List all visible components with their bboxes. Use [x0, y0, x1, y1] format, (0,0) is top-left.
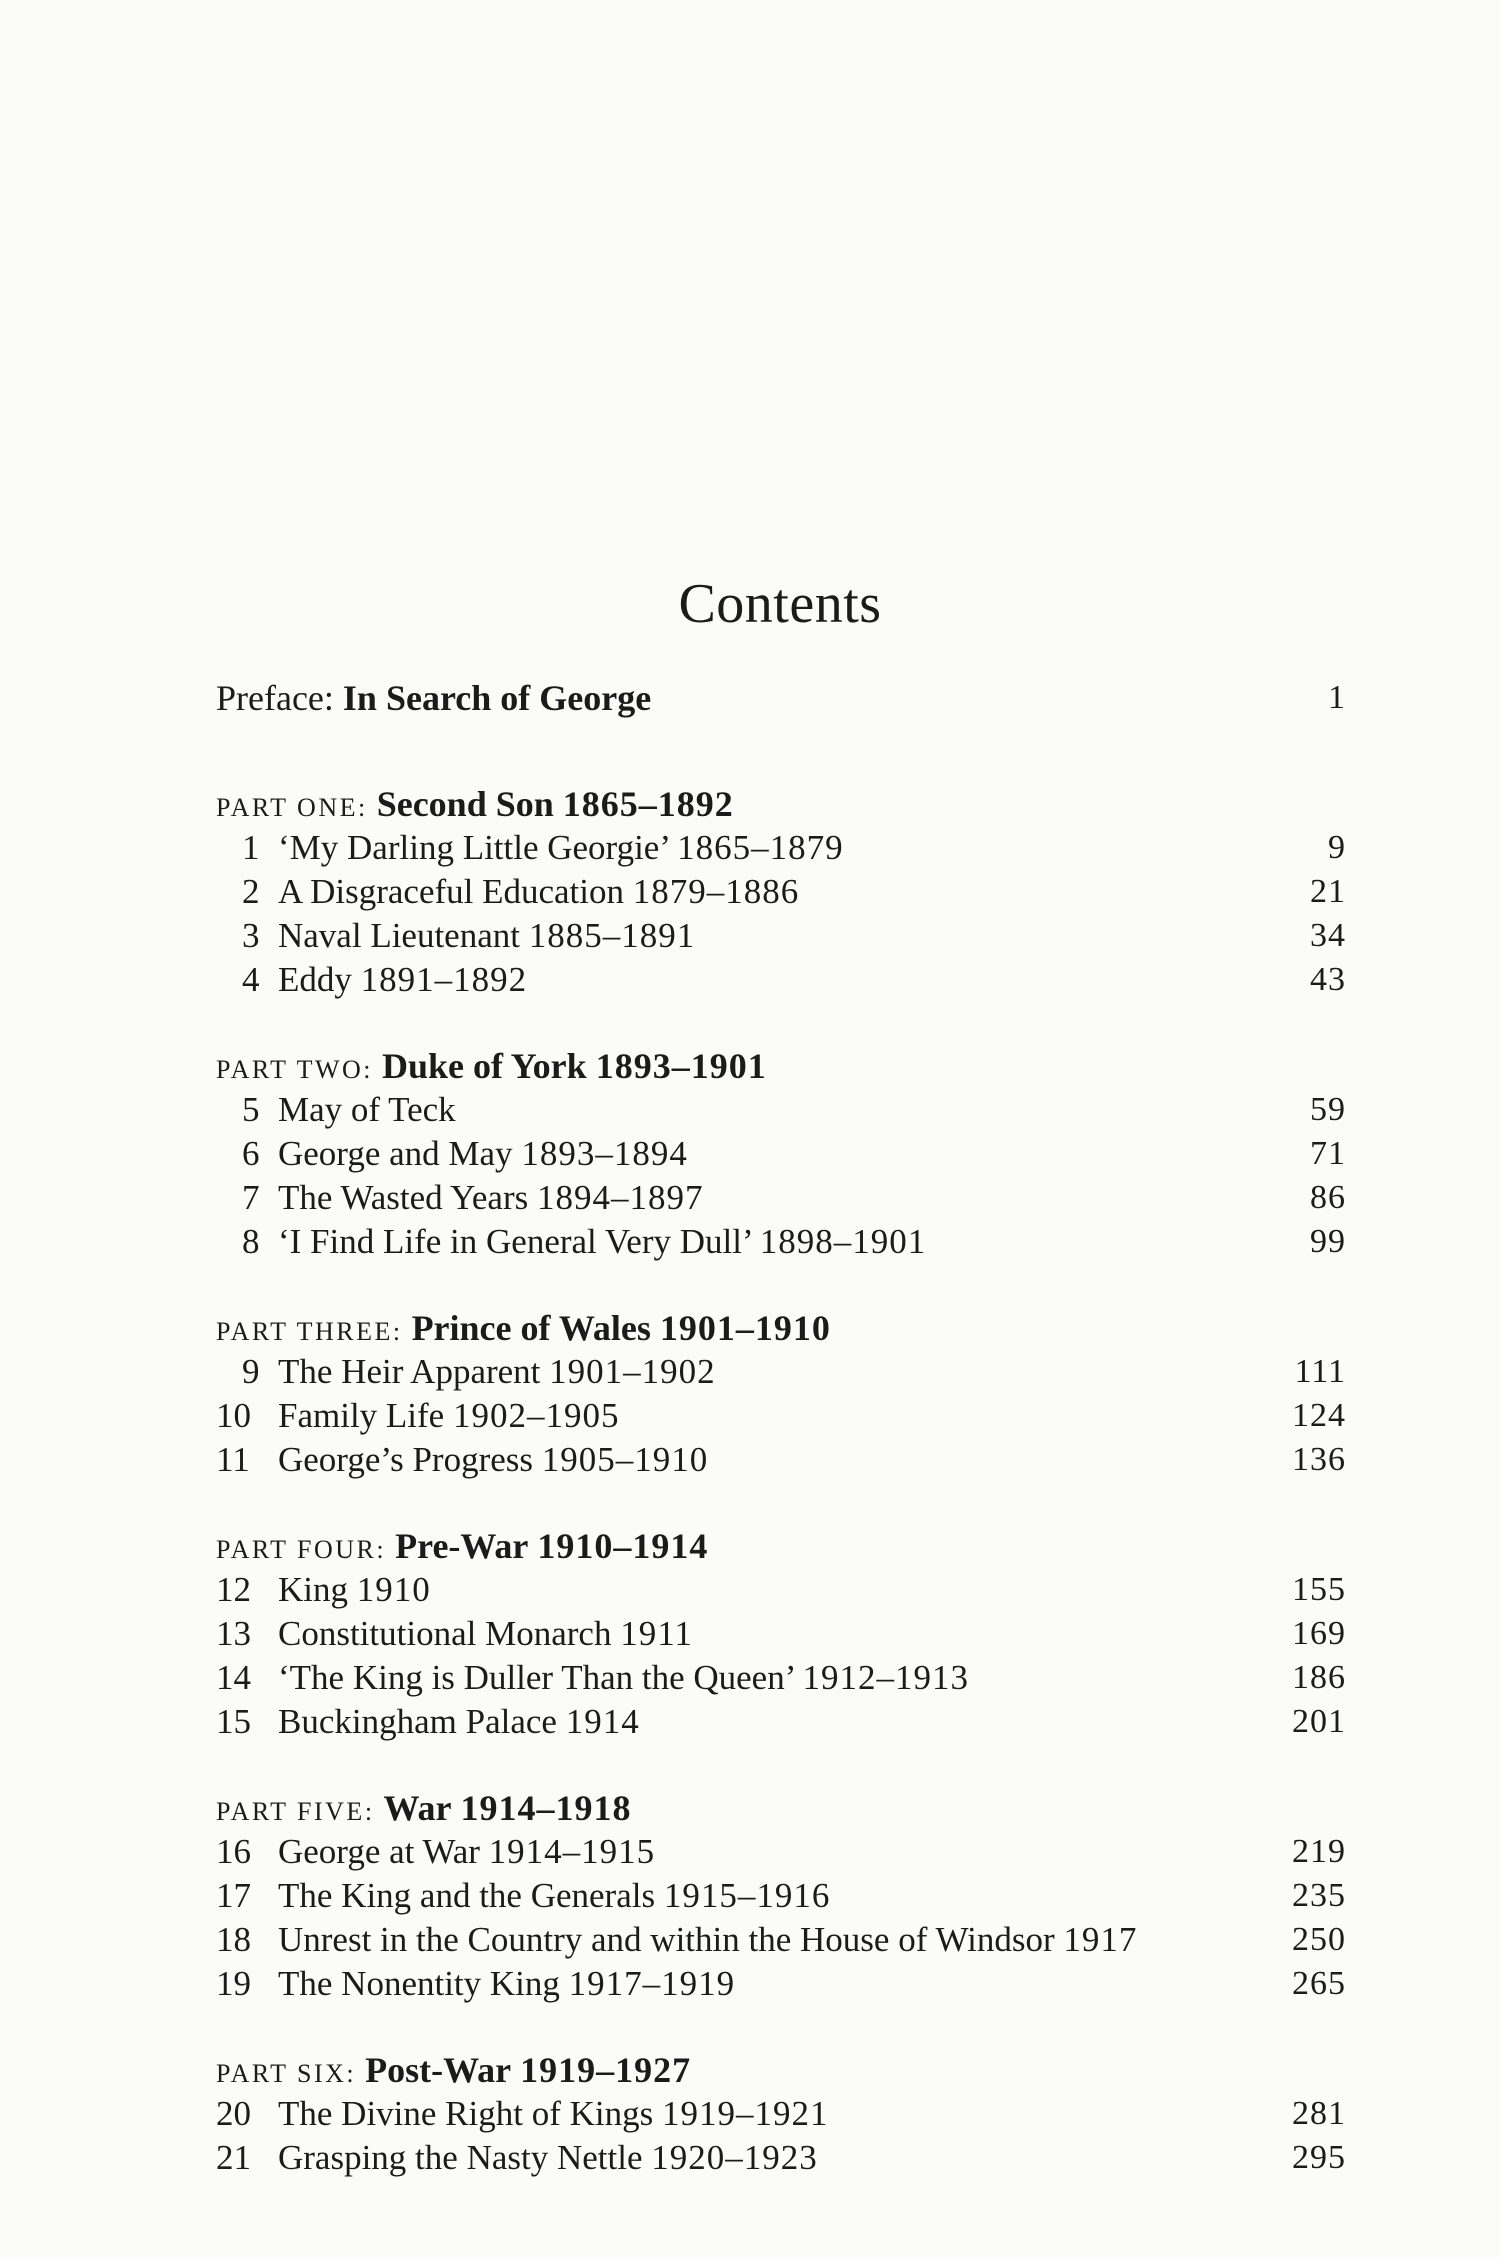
part-title: Prince of Wales: [411, 1308, 651, 1348]
chapter-title-line: [278, 1962, 735, 2006]
chapter-title: The Wasted Years: [278, 1178, 529, 1217]
part-title: Post-War: [365, 2050, 512, 2090]
chapter-title-line: [278, 1350, 716, 1394]
chapter-entry: [216, 1656, 1346, 1700]
chapter-page-number: 86: [1310, 1179, 1346, 1216]
chapter-dates: 1891–1892: [360, 960, 528, 999]
part-heading: [216, 782, 1346, 826]
chapter-number: 9: [242, 1352, 260, 1391]
chapter-dates: 1901–1902: [549, 1352, 716, 1391]
toc-part: [216, 1524, 1346, 1744]
chapter-dates: 1879–1886: [632, 872, 800, 911]
page-title: Contents: [678, 573, 882, 635]
spacer: [216, 2006, 1346, 2048]
chapter-title: May of Teck: [278, 1090, 456, 1129]
chapter-title-line: [278, 1918, 1137, 1962]
chapter-title: ‘My Darling Little Georgie’: [278, 828, 669, 867]
chapter-title: Grasping the Nasty Nettle: [278, 2138, 643, 2177]
chapter-title-line: [278, 1132, 688, 1176]
chapter-title-line: [278, 2092, 829, 2136]
chapter-entry: [216, 958, 1346, 1002]
part-title: Second Son: [376, 784, 554, 824]
chapter-number: 14: [216, 1658, 251, 1697]
chapter-page-number: 99: [1310, 1223, 1346, 1260]
chapter-dates: 1885–1891: [528, 916, 696, 955]
chapter-page-number: 43: [1310, 961, 1346, 998]
part-title: War: [383, 1788, 452, 1828]
chapter-number: 21: [216, 2138, 251, 2177]
chapter-dates: 1910: [356, 1570, 431, 1609]
chapter-title: King: [278, 1570, 348, 1609]
chapter-entry: [216, 914, 1346, 958]
chapter-entry: [216, 1394, 1346, 1438]
chapter-number: 20: [216, 2094, 251, 2133]
chapter-entry: [216, 1132, 1346, 1176]
chapter-page-number: 235: [1292, 1877, 1346, 1914]
chapter-title-line: [278, 1656, 969, 1700]
chapter-dates: 1905–1910: [541, 1440, 709, 1479]
part-heading: [216, 1044, 1346, 1088]
part-dates: 1910–1914: [537, 1526, 709, 1566]
chapter-page-number: 71: [1310, 1135, 1346, 1172]
chapter-number: 2: [242, 872, 260, 911]
chapter-dates: 1917–1919: [568, 1964, 736, 2003]
chapter-number: 13: [216, 1614, 251, 1653]
chapter-dates: 1919–1921: [662, 2094, 829, 2133]
chapter-title: The Nonentity King: [278, 1964, 560, 2003]
chapter-dates: 1920–1923: [651, 2138, 818, 2177]
preface-entry: [216, 670, 1346, 726]
chapter-number: 1: [242, 828, 260, 867]
chapter-number: 10: [216, 1396, 251, 1435]
chapter-entry: [216, 2136, 1346, 2180]
preface-page-number: 1: [1328, 679, 1346, 716]
chapter-entry: [216, 1350, 1346, 1394]
chapter-title-line: [278, 826, 844, 870]
spacer: [216, 1002, 1346, 1044]
chapter-page-number: 59: [1310, 1091, 1346, 1128]
chapter-entry: [216, 1830, 1346, 1874]
chapter-number: 12: [216, 1570, 251, 1609]
chapter-title-line: [278, 958, 527, 1002]
chapter-title: A Disgraceful Education: [278, 872, 625, 911]
chapter-title: George’s Progress: [278, 1440, 534, 1479]
chapter-page-number: 169: [1292, 1615, 1346, 1652]
chapter-entry: [216, 826, 1346, 870]
chapter-title: The King and the Generals: [278, 1876, 656, 1915]
chapter-page-number: 111: [1294, 1353, 1346, 1390]
chapter-number: 18: [216, 1920, 251, 1959]
chapter-dates: 1914–1915: [488, 1832, 656, 1871]
spacer: [216, 726, 1346, 782]
part-dates: 1919–1927: [520, 2050, 692, 2090]
chapter-dates: 1902–1905: [452, 1396, 620, 1435]
chapter-dates: 1912–1913: [802, 1658, 970, 1697]
chapter-number: 8: [242, 1222, 260, 1261]
chapter-page-number: 186: [1292, 1659, 1346, 1696]
chapter-page-number: 9: [1328, 829, 1346, 866]
chapter-page-number: 265: [1292, 1965, 1346, 2002]
chapter-page-number: 295: [1292, 2139, 1346, 2176]
chapter-page-number: 250: [1292, 1921, 1346, 1958]
chapter-title: ‘I Find Life in General Very Dull’: [278, 1222, 752, 1261]
chapter-title: Buckingham Palace: [278, 1702, 557, 1741]
chapter-entry: [216, 1700, 1346, 1744]
toc-part: [216, 2048, 1346, 2180]
chapter-dates: 1917: [1063, 1920, 1138, 1959]
chapter-title-line: [278, 1830, 655, 1874]
chapter-number: 17: [216, 1876, 251, 1915]
toc-part: [216, 782, 1346, 1002]
part-label: PART TWO:: [216, 1055, 373, 1084]
chapter-page-number: 21: [1310, 873, 1346, 910]
chapter-title-line: [278, 1874, 830, 1918]
chapter-title-line: [278, 1568, 431, 1612]
chapter-number: 4: [242, 960, 260, 999]
part-label: PART SIX:: [216, 2059, 357, 2088]
chapter-dates: 1893–1894: [521, 1134, 688, 1173]
chapter-number: 19: [216, 1964, 251, 2003]
chapter-title-line: [278, 2136, 818, 2180]
chapter-dates: 1898–1901: [759, 1222, 927, 1261]
chapter-title: Eddy: [278, 960, 352, 999]
part-label: PART FOUR:: [216, 1535, 387, 1564]
chapter-title-line: [278, 914, 695, 958]
part-dates: 1865–1892: [562, 784, 734, 824]
part-title: Duke of York: [382, 1046, 587, 1086]
part-dates: 1893–1901: [595, 1046, 767, 1086]
chapter-entry: [216, 1612, 1346, 1656]
chapter-title-line: [278, 1088, 456, 1132]
chapter-page-number: 155: [1292, 1571, 1346, 1608]
part-heading: [216, 1524, 1346, 1568]
chapter-title: George and May: [278, 1134, 513, 1173]
chapter-entry: [216, 870, 1346, 914]
part-heading: [216, 1306, 1346, 1350]
parts-list: [216, 782, 1346, 2180]
chapter-number: 5: [242, 1090, 260, 1129]
chapter-title: George at War: [278, 1832, 480, 1871]
chapter-dates: 1911: [620, 1614, 693, 1653]
chapter-page-number: 219: [1292, 1833, 1346, 1870]
chapter-dates: 1894–1897: [537, 1178, 704, 1217]
part-label: PART THREE:: [216, 1317, 403, 1346]
chapter-entry: [216, 1088, 1346, 1132]
chapter-number: 7: [242, 1178, 260, 1217]
chapter-entry: [216, 2092, 1346, 2136]
chapter-number: 11: [216, 1440, 250, 1479]
chapter-entry: [216, 1962, 1346, 2006]
chapter-dates: 1865–1879: [677, 828, 844, 867]
part-heading: [216, 1786, 1346, 1830]
chapter-title-line: [278, 870, 799, 914]
chapter-title: The Divine Right of Kings: [278, 2094, 654, 2133]
chapter-number: 15: [216, 1702, 251, 1741]
chapter-title: ‘The King is Duller Than the Queen’: [278, 1658, 794, 1697]
chapter-entry: [216, 1874, 1346, 1918]
chapter-page-number: 34: [1310, 917, 1346, 954]
chapter-entry: [216, 1438, 1346, 1482]
preface-title: In Search of George: [342, 678, 652, 718]
chapter-dates: 1915–1916: [663, 1876, 831, 1915]
chapter-entry: [216, 1918, 1346, 1962]
toc-part: [216, 1786, 1346, 2006]
chapter-title: Unrest in the Country and within the House of Windsor: [278, 1920, 1055, 1959]
part-dates: 1901–1910: [659, 1308, 831, 1348]
toc-part: [216, 1044, 1346, 1264]
chapter-number: 16: [216, 1832, 251, 1871]
chapter-title: Family Life: [278, 1396, 445, 1435]
spacer: [216, 1264, 1346, 1306]
spacer: [216, 1482, 1346, 1524]
chapter-page-number: 201: [1292, 1703, 1346, 1740]
chapter-title: Constitutional Monarch: [278, 1614, 612, 1653]
part-dates: 1914–1918: [460, 1788, 632, 1828]
preface-label: Preface:: [216, 678, 334, 718]
chapter-title-line: [278, 1438, 708, 1482]
part-label: PART FIVE:: [216, 1797, 375, 1826]
chapter-title-line: [278, 1176, 704, 1220]
part-heading: [216, 2048, 1346, 2092]
chapter-entry: [216, 1568, 1346, 1612]
toc-part: [216, 1306, 1346, 1482]
part-label: PART ONE:: [216, 793, 368, 822]
chapter-title: The Heir Apparent: [278, 1352, 541, 1391]
chapter-entry: [216, 1220, 1346, 1264]
chapter-number: 3: [242, 916, 260, 955]
part-title: Pre-War: [395, 1526, 529, 1566]
chapter-page-number: 124: [1292, 1397, 1346, 1434]
chapter-title-line: [278, 1220, 926, 1264]
chapter-title-line: [278, 1700, 640, 1744]
chapter-dates: 1914: [565, 1702, 640, 1741]
chapter-entry: [216, 1176, 1346, 1220]
chapter-page-number: 136: [1292, 1441, 1346, 1478]
chapter-title: Naval Lieutenant: [278, 916, 520, 955]
table-of-contents: [216, 670, 1346, 2180]
chapter-title-line: [278, 1612, 693, 1656]
chapter-page-number: 281: [1292, 2095, 1346, 2132]
spacer: [216, 1744, 1346, 1786]
chapter-number: 6: [242, 1134, 260, 1173]
chapter-title-line: [278, 1394, 619, 1438]
